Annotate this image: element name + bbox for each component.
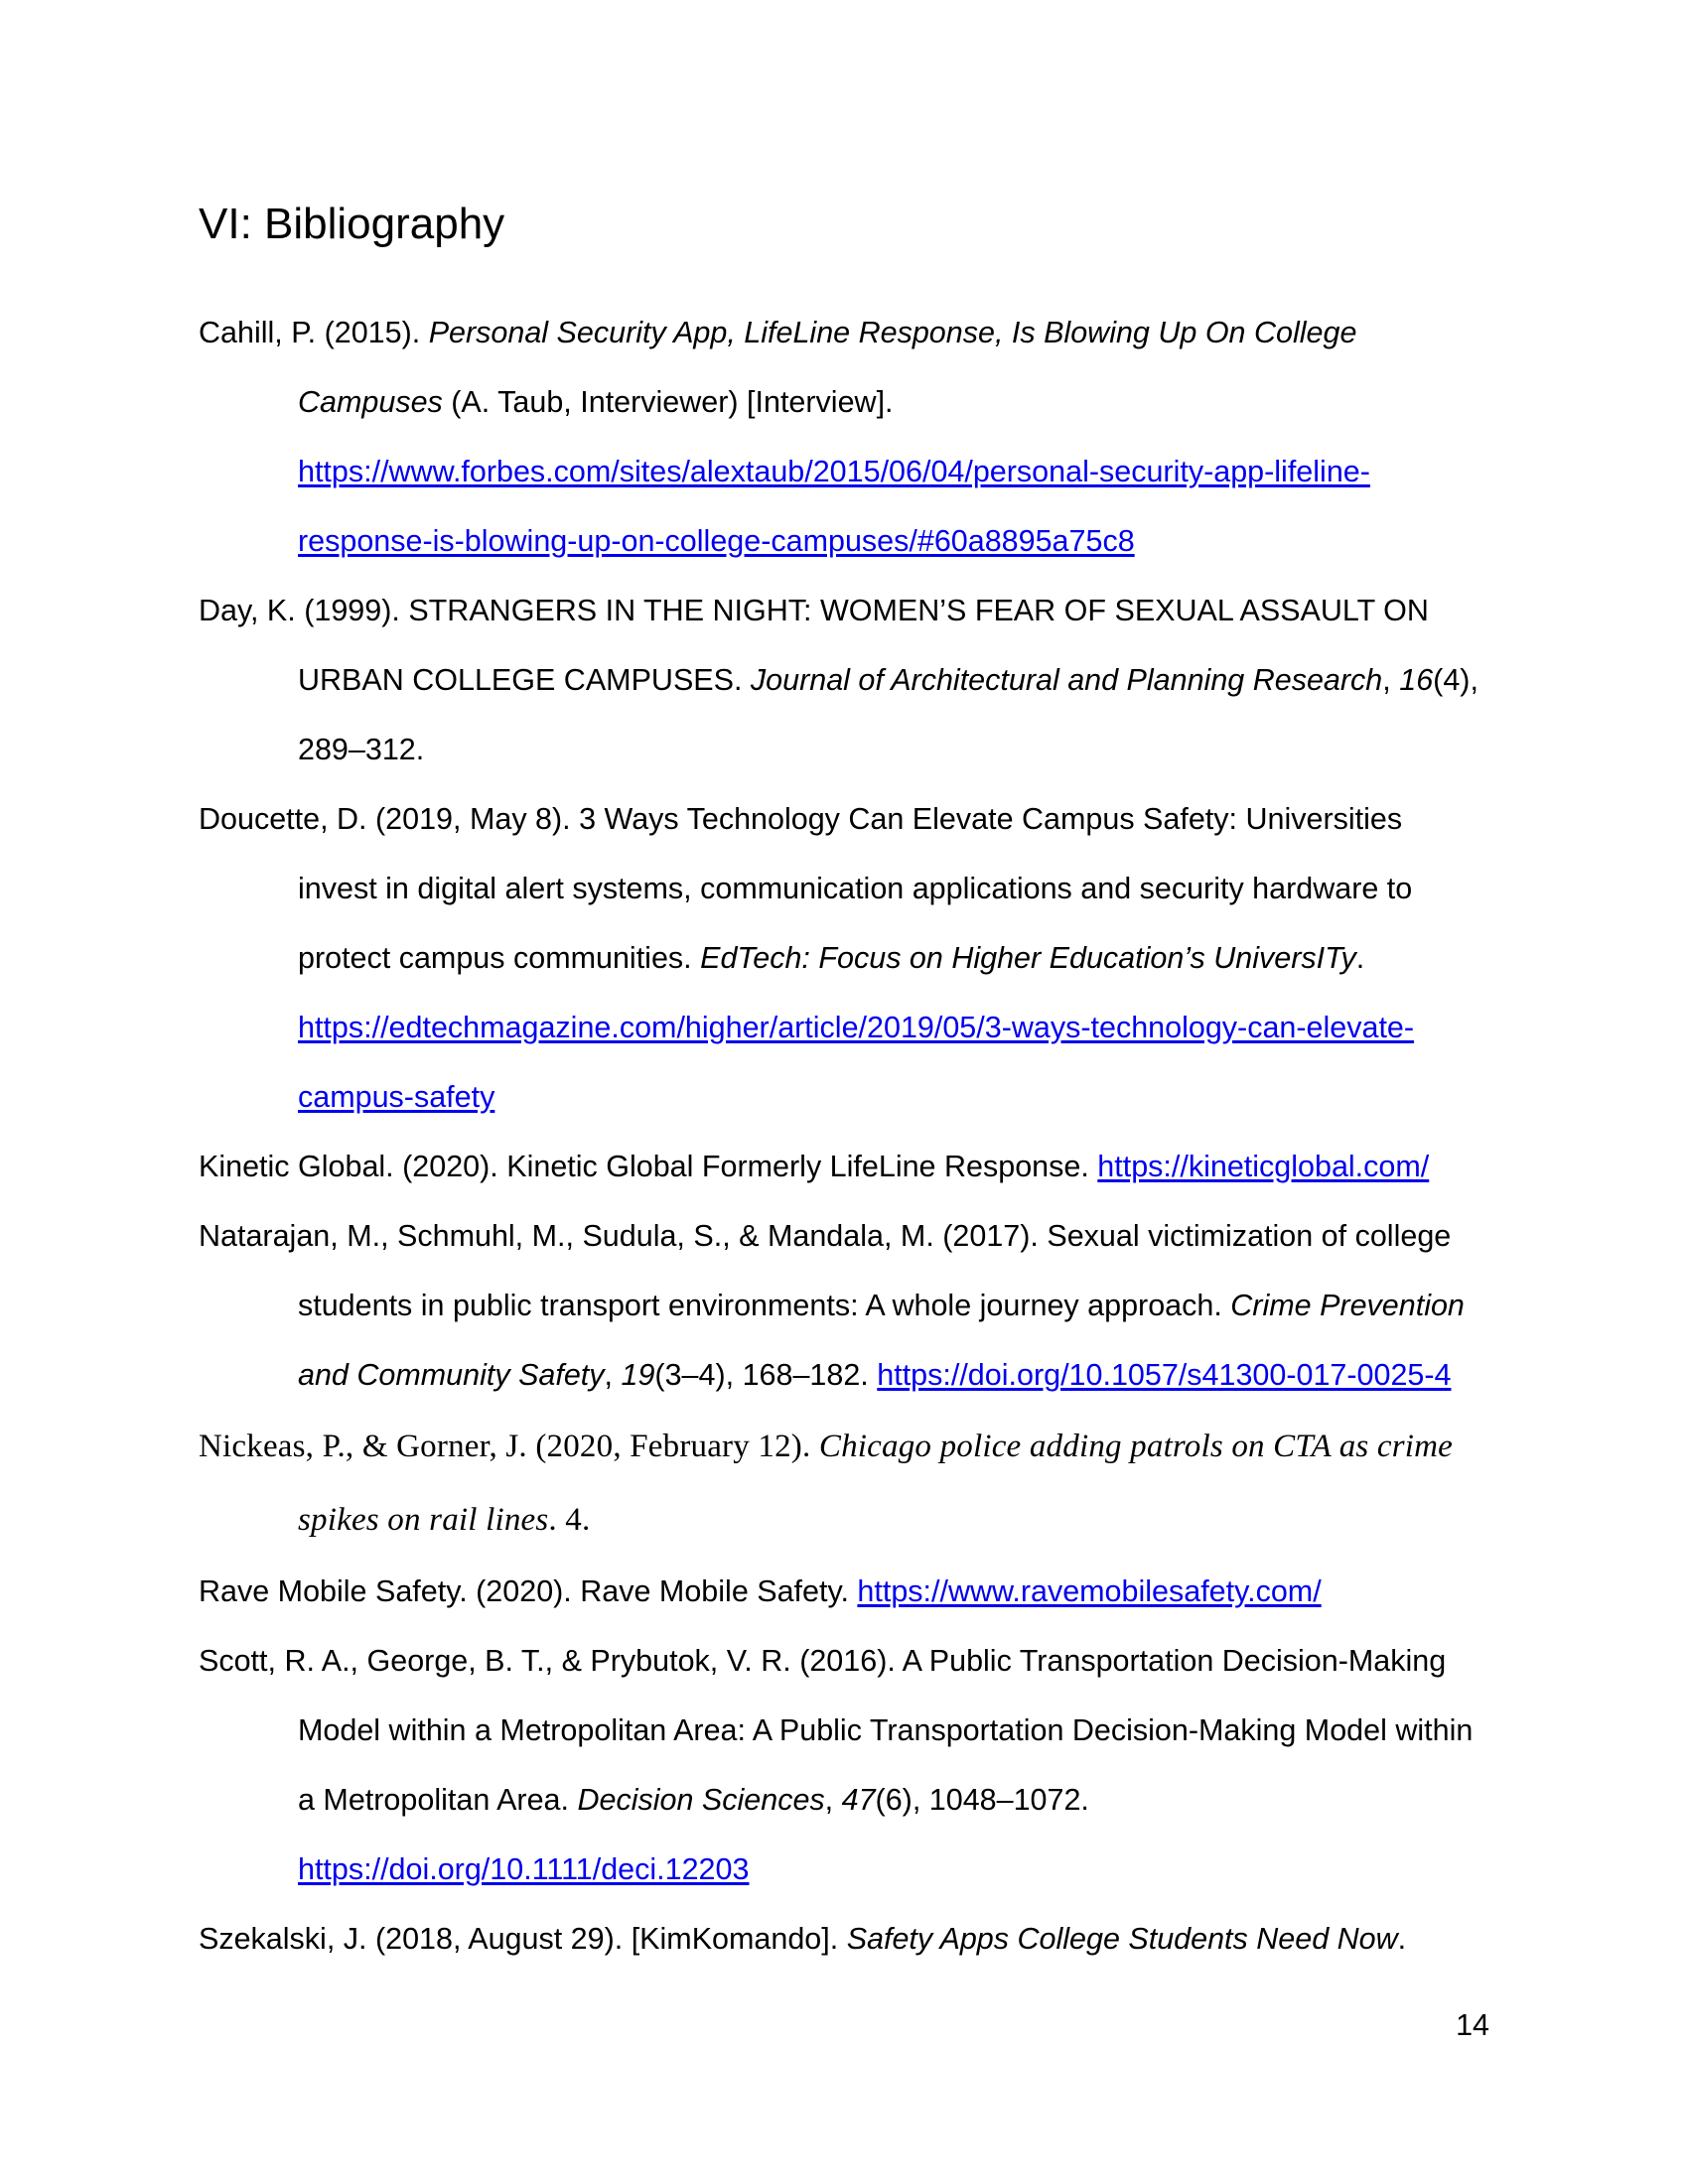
- reference-kinetic-global: Kinetic Global. (2020). Kinetic Global Formerly LifeLine Response. https://kineticglobal.com/: [199, 1150, 1430, 1183]
- reference-journal: Crime Prevention and Community Safety: [298, 1289, 1465, 1392]
- reference-natarajan: Natarajan, M., Schmuhl, M., Sudula, S., & Mandala, M. (2017). Sexual victimization of college students in public transport environments: A whole journey approach. Crime Prevention and Community Safety, 19(3–4), 168–182. https://doi.org/10.1057/s41300-017-0025-4: [199, 1219, 1465, 1392]
- reference-cahill: Cahill, P. (2015). Personal Security App, LifeLine Response, Is Blowing Up On College Campuses (A. Taub, Interviewer) [Interview]. https://www.forbes.com/sites/alextaub/2015/06/04/personal-security-app-lifeline-response-is-blowing-up-on-college-campuses/#60a8895a75c8: [199, 316, 1370, 558]
- reference-url-link[interactable]: https://edtechmagazine.com/higher/article/2019/05/3-ways-technology-can-elevate-campus-safety: [298, 1011, 1415, 1114]
- reference-url-link[interactable]: https://www.ravemobilesafety.com/: [857, 1574, 1322, 1608]
- reference-url-link[interactable]: https://kineticglobal.com/: [1097, 1150, 1430, 1183]
- reference-rave-mobile-safety: Rave Mobile Safety. (2020). Rave Mobile Safety. https://www.ravemobilesafety.com/: [199, 1574, 1322, 1608]
- reference-url-link[interactable]: https://www.forbes.com/sites/alextaub/2015/06/04/personal-security-app-lifeline-response-is-blowing-up-on-college-campuses/#60a8895a75c8: [298, 455, 1370, 558]
- reference-title: Safety Apps College Students Need Now: [846, 1922, 1398, 1956]
- reference-volume: 47: [841, 1783, 876, 1817]
- reference-journal: Journal of Architectural and Planning Research: [750, 663, 1383, 697]
- reference-scott: Scott, R. A., George, B. T., & Prybutok, V. R. (2016). A Public Transportation Decision-Making Model within a Metropolitan Area: A Public Transportation Decision-Making Model within a Metropolitan Area. Decision Sciences, 47(6), 1048–1072. https://doi.org/10.1111/deci.12203: [199, 1644, 1474, 1886]
- reference-volume: 19: [621, 1358, 655, 1392]
- reference-title: Personal Security App, LifeLine Response, Is Blowing Up On College Campuses: [298, 316, 1357, 419]
- reference-szekalski: Szekalski, J. (2018, August 29). [KimKomando]. Safety Apps College Students Need Now.: [199, 1922, 1407, 1956]
- page-number: 14: [1456, 2008, 1489, 2042]
- reference-nickeas: Nickeas, P., & Gorner, J. (2020, February 12). Chicago police adding patrols on CTA as crime spikes on rail lines. 4.: [199, 1429, 1454, 1538]
- reference-url-link[interactable]: https://doi.org/10.1057/s41300-017-0025-4: [877, 1358, 1452, 1392]
- reference-volume: 16: [1399, 663, 1434, 697]
- reference-title: Chicago police adding patrols on CTA as crime spikes on rail lines: [298, 1429, 1454, 1538]
- reference-url-link[interactable]: https://doi.org/10.1111/deci.12203: [298, 1852, 750, 1886]
- reference-doucette: Doucette, D. (2019, May 8). 3 Ways Technology Can Elevate Campus Safety: Universities invest in digital alert systems, communication applications and security hardware to protect campus communities. EdTech: Focus on Higher Education’s UniversITy. https://edtechmagazine.com/higher/article/2019/05/3-ways-technology-can-elevate-campus-safety: [199, 802, 1415, 1114]
- reference-journal: Decision Sciences: [577, 1783, 825, 1817]
- section-heading: VI: Bibliography: [199, 200, 505, 248]
- reference-journal: EdTech: Focus on Higher Education’s UniversITy: [700, 941, 1356, 975]
- reference-day: Day, K. (1999). STRANGERS IN THE NIGHT: WOMEN’S FEAR OF SEXUAL ASSAULT ON URBAN COLLEGE CAMPUSES. Journal of Architectural and Planning Research, 16(4), 289–312.: [199, 594, 1478, 766]
- bibliography-list: [199, 298, 1489, 1974]
